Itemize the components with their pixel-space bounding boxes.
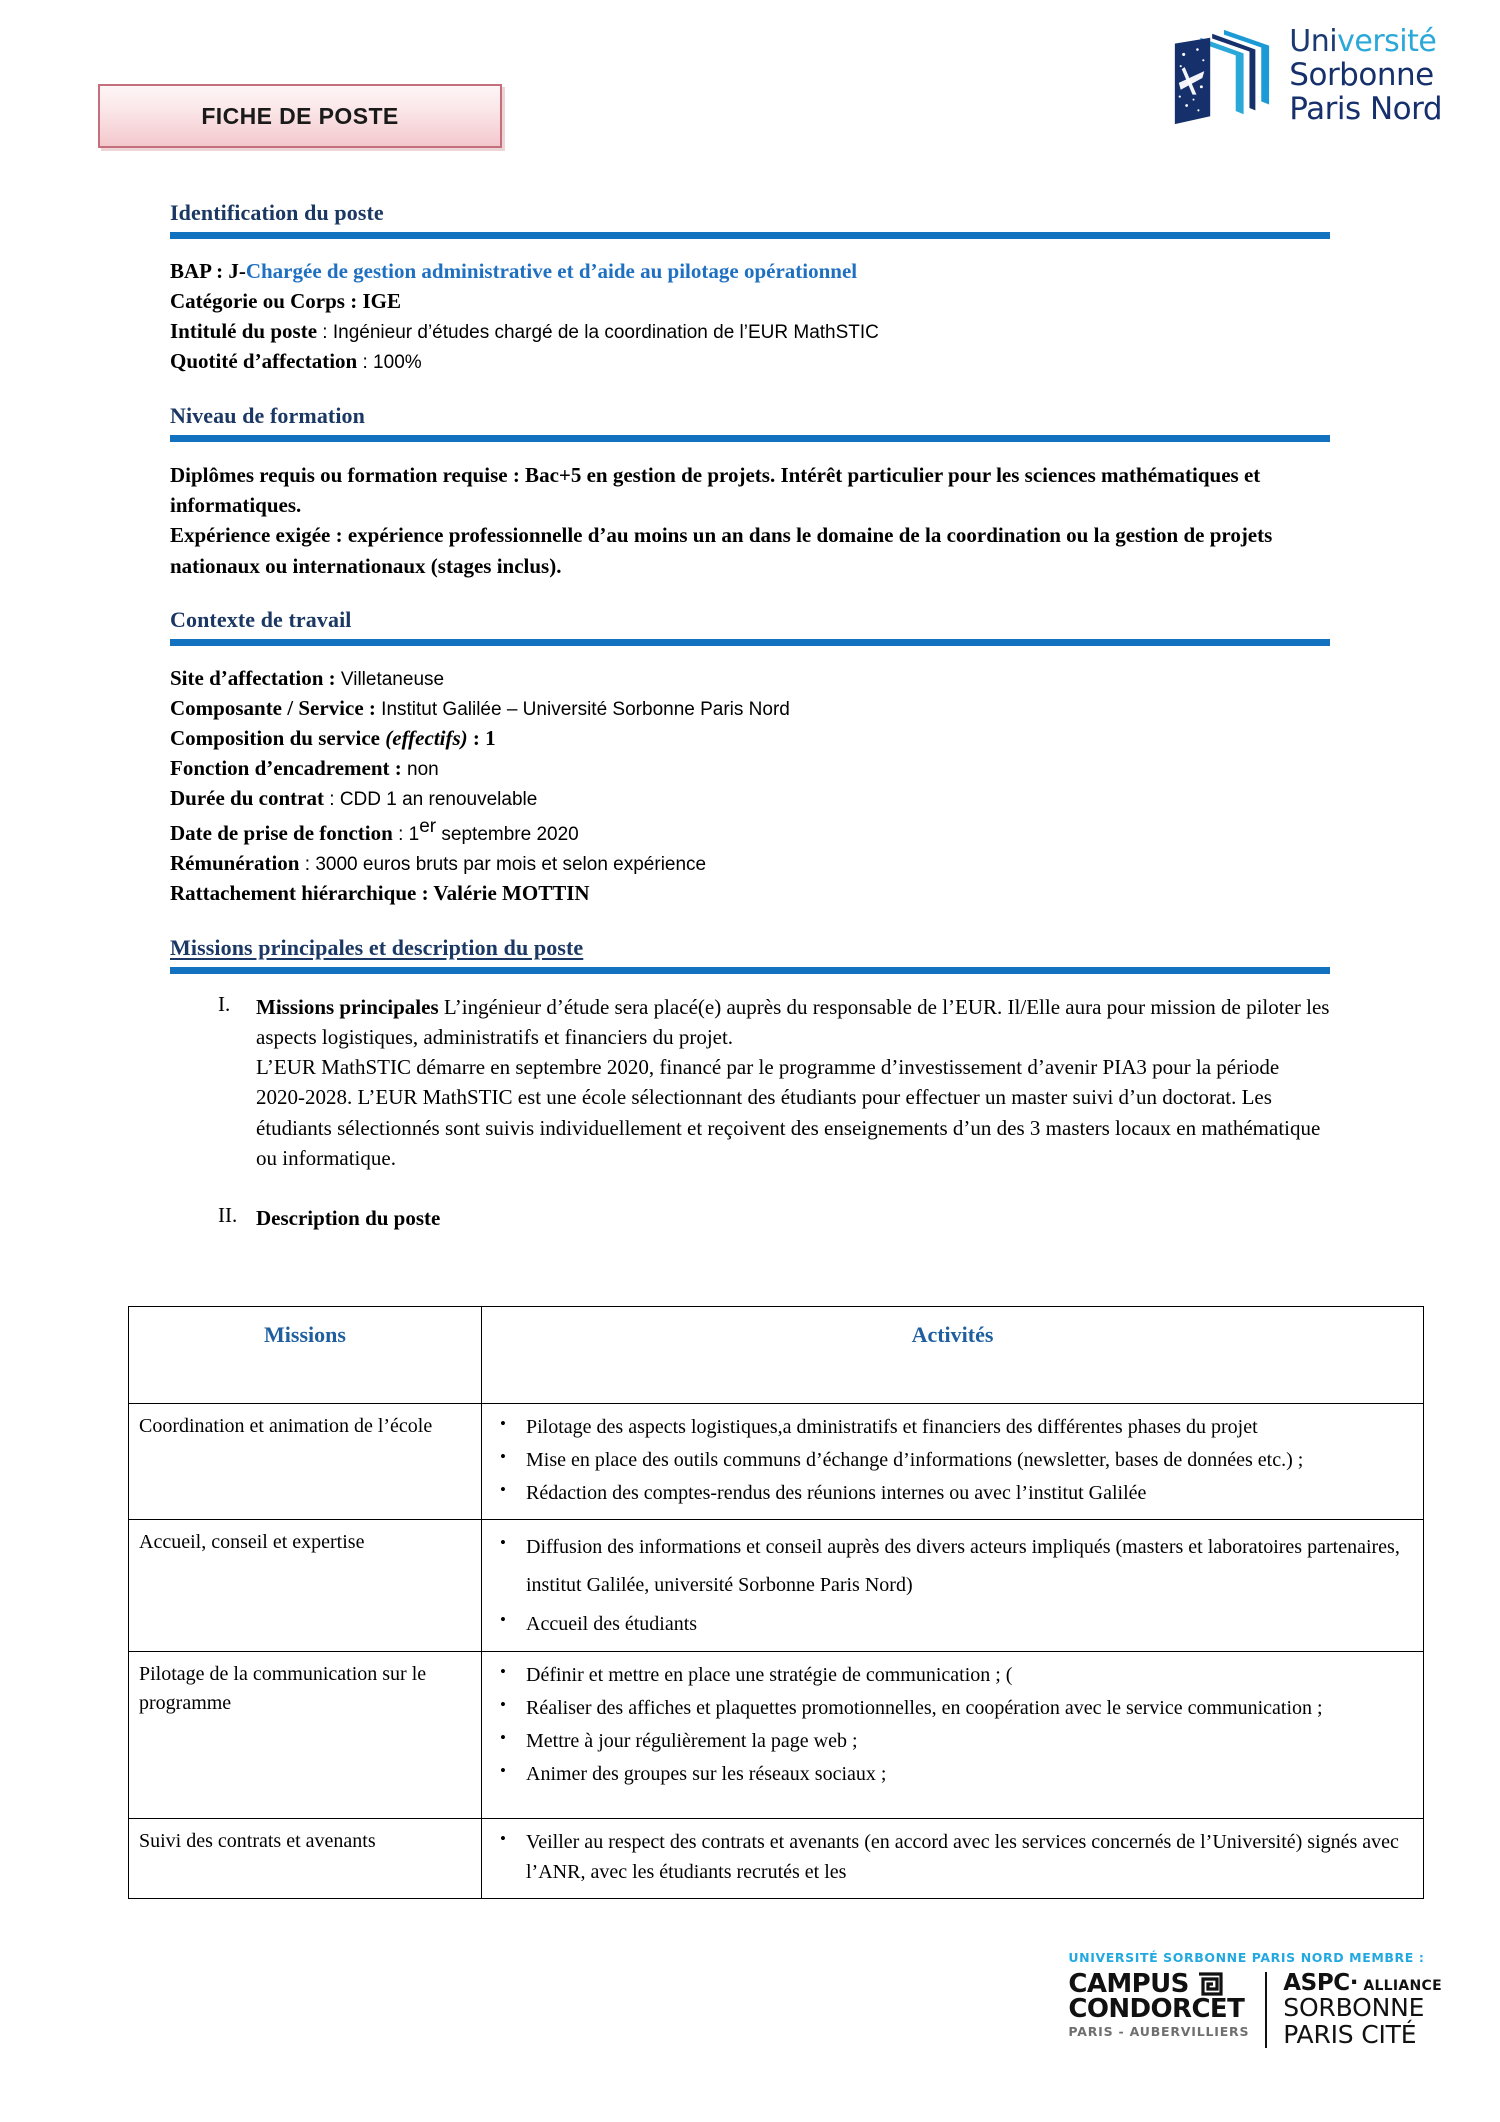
- encadrement-label: Fonction d’encadrement :: [170, 756, 402, 781]
- field-fonction-encadrement: [170, 754, 1330, 784]
- section-missions-principales: [170, 935, 1330, 1234]
- quotite-label: Quotité d’affectation: [170, 348, 358, 373]
- roman-numeral-i: I.: [218, 991, 231, 1016]
- aspc-dot: ·: [1349, 1970, 1359, 1996]
- header-label-missions: Missions: [264, 1322, 346, 1347]
- remuneration-value: : 3000 euros bruts par mois et selon expérience: [299, 853, 707, 875]
- campus-label: CAMPUS: [1068, 1969, 1189, 1999]
- section-niveau-formation: [170, 403, 1330, 582]
- campus-sublabel: PARIS - AUBERVILLIERS: [1068, 2023, 1250, 2039]
- table-head: [129, 1307, 1424, 1404]
- date-value-sup: er: [419, 816, 437, 837]
- page-footer: [0, 1950, 1500, 2122]
- encadrement-value: non: [401, 759, 439, 781]
- section-identification: [170, 200, 1330, 377]
- intitule-value: : Ingénieur d’études chargé de la coordination de l’EUR MathSTIC: [317, 321, 879, 343]
- field-date-prise-fonction: [170, 814, 1330, 849]
- aspc-line2: SORBONNE: [1283, 1993, 1425, 2023]
- list-item: • Animer des groupes sur les réseaux sociaux ;: [526, 1759, 1413, 1789]
- table-header-missions: [129, 1307, 482, 1404]
- composition-value: : 1: [467, 726, 496, 751]
- list-item: • Rédaction des comptes-rendus des réunions internes ou avec l’institut Galilée: [526, 1478, 1413, 1508]
- table-row: [129, 1652, 1424, 1819]
- section-rule: [170, 232, 1330, 239]
- roman-numeral-ii: II.: [218, 1203, 238, 1228]
- campus-condorcet-logo: [1068, 1969, 1267, 2048]
- missions-principales-text1: L’ingénieur d’étude sera placé(e) auprès du responsable de l’EUR. Il/Elle aura pour mission de piloter les aspects logistiques, administratifs et financiers du projet.: [256, 994, 1330, 1049]
- activities-list: [492, 1528, 1413, 1643]
- composition-italic: (effectifs): [380, 726, 468, 751]
- aspc-line3: PARIS CITÉ: [1283, 2019, 1417, 2049]
- categorie-label: Catégorie ou Corps : IGE: [170, 288, 401, 313]
- date-value-pre: : 1: [392, 824, 420, 845]
- aspc-line1: [1283, 1972, 1442, 1995]
- section-rule: [170, 967, 1330, 974]
- remuneration-label: Rémunération: [170, 850, 300, 875]
- header-label-activites: Activités: [911, 1322, 994, 1347]
- table-header-activites: [482, 1307, 1424, 1404]
- field-bap: [170, 257, 1330, 287]
- condorcet-label: CONDORCET: [1068, 1993, 1245, 2024]
- site-affectation-label: Site d’affectation :: [170, 666, 336, 691]
- list-item: • Pilotage des aspects logistiques,a dministratifs et financiers des différentes phases du projet: [526, 1412, 1413, 1442]
- document-body: [170, 200, 1330, 1259]
- partner-logos: [1068, 1969, 1442, 2049]
- site-affectation-value: Villetaneuse: [335, 669, 445, 691]
- formation-experience: Expérience exigée : expérience professionnelle d’au moins un an dans le domaine de la coordination ou la gestion de projets nationaux ou internationaux (stages inclus).: [170, 523, 1273, 578]
- activities-cell: [482, 1520, 1424, 1652]
- field-duree-contrat: [170, 784, 1330, 814]
- section-heading-contexte: Contexte de travail: [170, 607, 352, 633]
- logo-line-universite: Université: [1289, 24, 1437, 59]
- missions-principales-body: [256, 992, 1330, 1173]
- condorcet-spiral-icon: [1197, 1972, 1223, 1996]
- rattachement-label: Rattachement hiérarchique : Valérie MOTTIN: [170, 880, 590, 905]
- bap-value: Chargée de gestion administrative et d’aide au pilotage opérationnel: [245, 259, 858, 283]
- list-item: • Accueil des étudiants: [526, 1605, 1413, 1643]
- fiche-de-poste-badge: [98, 84, 502, 148]
- bap-label: BAP : J-: [170, 259, 246, 283]
- activities-list: [492, 1827, 1413, 1887]
- footer-tagline: UNIVERSITÉ SORBONNE PARIS NORD MEMBRE :: [1068, 1950, 1425, 1965]
- mission-cell: Pilotage de la communication sur le programme: [129, 1652, 482, 1819]
- footer-logo-group: [1068, 1950, 1442, 2048]
- logo-line-paris-nord: Paris Nord: [1289, 91, 1442, 127]
- section-heading-missions: Missions principales et description du poste: [170, 934, 584, 960]
- section-rule: [170, 639, 1330, 646]
- section-heading-identification: Identification du poste: [170, 200, 384, 225]
- aspc-logo: [1267, 1972, 1442, 2048]
- section-contexte-travail: [170, 607, 1330, 908]
- section-rule: [170, 435, 1330, 442]
- intitule-label: Intitulé du poste: [170, 318, 318, 343]
- fiche-de-poste-label: FICHE DE POSTE: [201, 102, 399, 129]
- activities-cell: [482, 1404, 1424, 1520]
- field-remuneration: [170, 849, 1330, 879]
- mission-cell: Coordination et animation de l’école: [129, 1404, 482, 1520]
- list-item: • Mise en place des outils communs d’échange d’informations (newsletter, bases de données etc.) ;: [526, 1445, 1413, 1475]
- composante-label: Composante / Service :: [170, 696, 376, 721]
- duree-label: Durée du contrat: [170, 786, 324, 811]
- aspc-alliance: ALLIANCE: [1358, 1978, 1442, 1994]
- field-composition-service: [170, 724, 1330, 754]
- mission-cell: Suivi des contrats et avenants: [129, 1819, 482, 1899]
- composition-label: Composition du service: [170, 726, 380, 751]
- duree-value: : CDD 1 an renouvelable: [323, 789, 538, 811]
- date-label: Date de prise de fonction: [170, 821, 393, 845]
- university-wordmark: [1289, 24, 1442, 127]
- university-logo: [1167, 22, 1442, 130]
- list-item: • Mettre à jour régulièrement la page web ;: [526, 1726, 1413, 1756]
- list-item: • Diffusion des informations et conseil auprès des divers acteurs impliqués (masters et laboratoires partenaires, institut Galilée, université Sorbonne Paris Nord): [526, 1528, 1413, 1605]
- field-categorie: [170, 287, 1330, 317]
- logo-line-sorbonne: Sorbonne: [1289, 57, 1434, 93]
- field-intitule: [170, 317, 1330, 347]
- list-item: • Veiller au respect des contrats et avenants (en accord avec les services concernés de l’Université) signés avec l’ANR, avec les étudiants recrutés et les: [526, 1827, 1413, 1887]
- formation-diplomes: Diplômes requis ou formation requise : Bac+5 en gestion de projets. Intérêt particulier pour les sciences mathématiques et informatiques.: [170, 462, 1261, 517]
- quotite-value: : 100%: [357, 351, 422, 373]
- field-rattachement: [170, 879, 1330, 909]
- section-heading-formation: Niveau de formation: [170, 402, 365, 428]
- table-header-row: [129, 1307, 1424, 1404]
- table-row: [129, 1819, 1424, 1899]
- table-body: [129, 1404, 1424, 1899]
- table-row: [129, 1404, 1424, 1520]
- mission-cell: Accueil, conseil et expertise: [129, 1520, 482, 1652]
- list-item-description-poste: [170, 1203, 1330, 1233]
- list-item: • Réaliser des affiches et plaquettes promotionnelles, en coopération avec le service communication ;: [526, 1693, 1413, 1723]
- activities-cell: [482, 1819, 1424, 1899]
- aspc-acronym: ASPC: [1283, 1970, 1350, 1996]
- description-poste-title: Description du poste: [256, 1206, 441, 1231]
- activities-list: [492, 1660, 1413, 1789]
- activities-cell: [482, 1652, 1424, 1819]
- composante-value: Institut Galilée – Université Sorbonne Paris Nord: [375, 699, 790, 721]
- date-value-post: septembre 2020: [436, 824, 579, 845]
- list-item-missions-principales: [170, 992, 1330, 1173]
- missions-principales-title: Missions principales: [256, 994, 439, 1019]
- page-header: [0, 0, 1500, 160]
- open-book-logo-icon: [1167, 22, 1275, 130]
- field-composante-service: [170, 694, 1330, 724]
- field-site-affectation: [170, 664, 1330, 694]
- field-quotite: [170, 347, 1330, 377]
- table-row: [129, 1520, 1424, 1652]
- activities-list: [492, 1412, 1413, 1508]
- description-poste-body: [256, 1203, 1330, 1233]
- list-item: • Définir et mettre en place une stratégie de communication ; (: [526, 1660, 1413, 1690]
- description-du-poste-table: [128, 1306, 1424, 1899]
- missions-principales-text2: L’EUR MathSTIC démarre en septembre 2020, financé par le programme d’investissement d’avenir PIA3 pour la période 2020-2028. L’EUR MathSTIC est une école sélectionnant des étudiants pour effectuer un master suivi d’un doctorat. Les étudiants sélectionnés sont suivis individuellement et reçoivent des enseignements d’un des 3 masters locaux en mathématique ou informatique.: [256, 1055, 1321, 1170]
